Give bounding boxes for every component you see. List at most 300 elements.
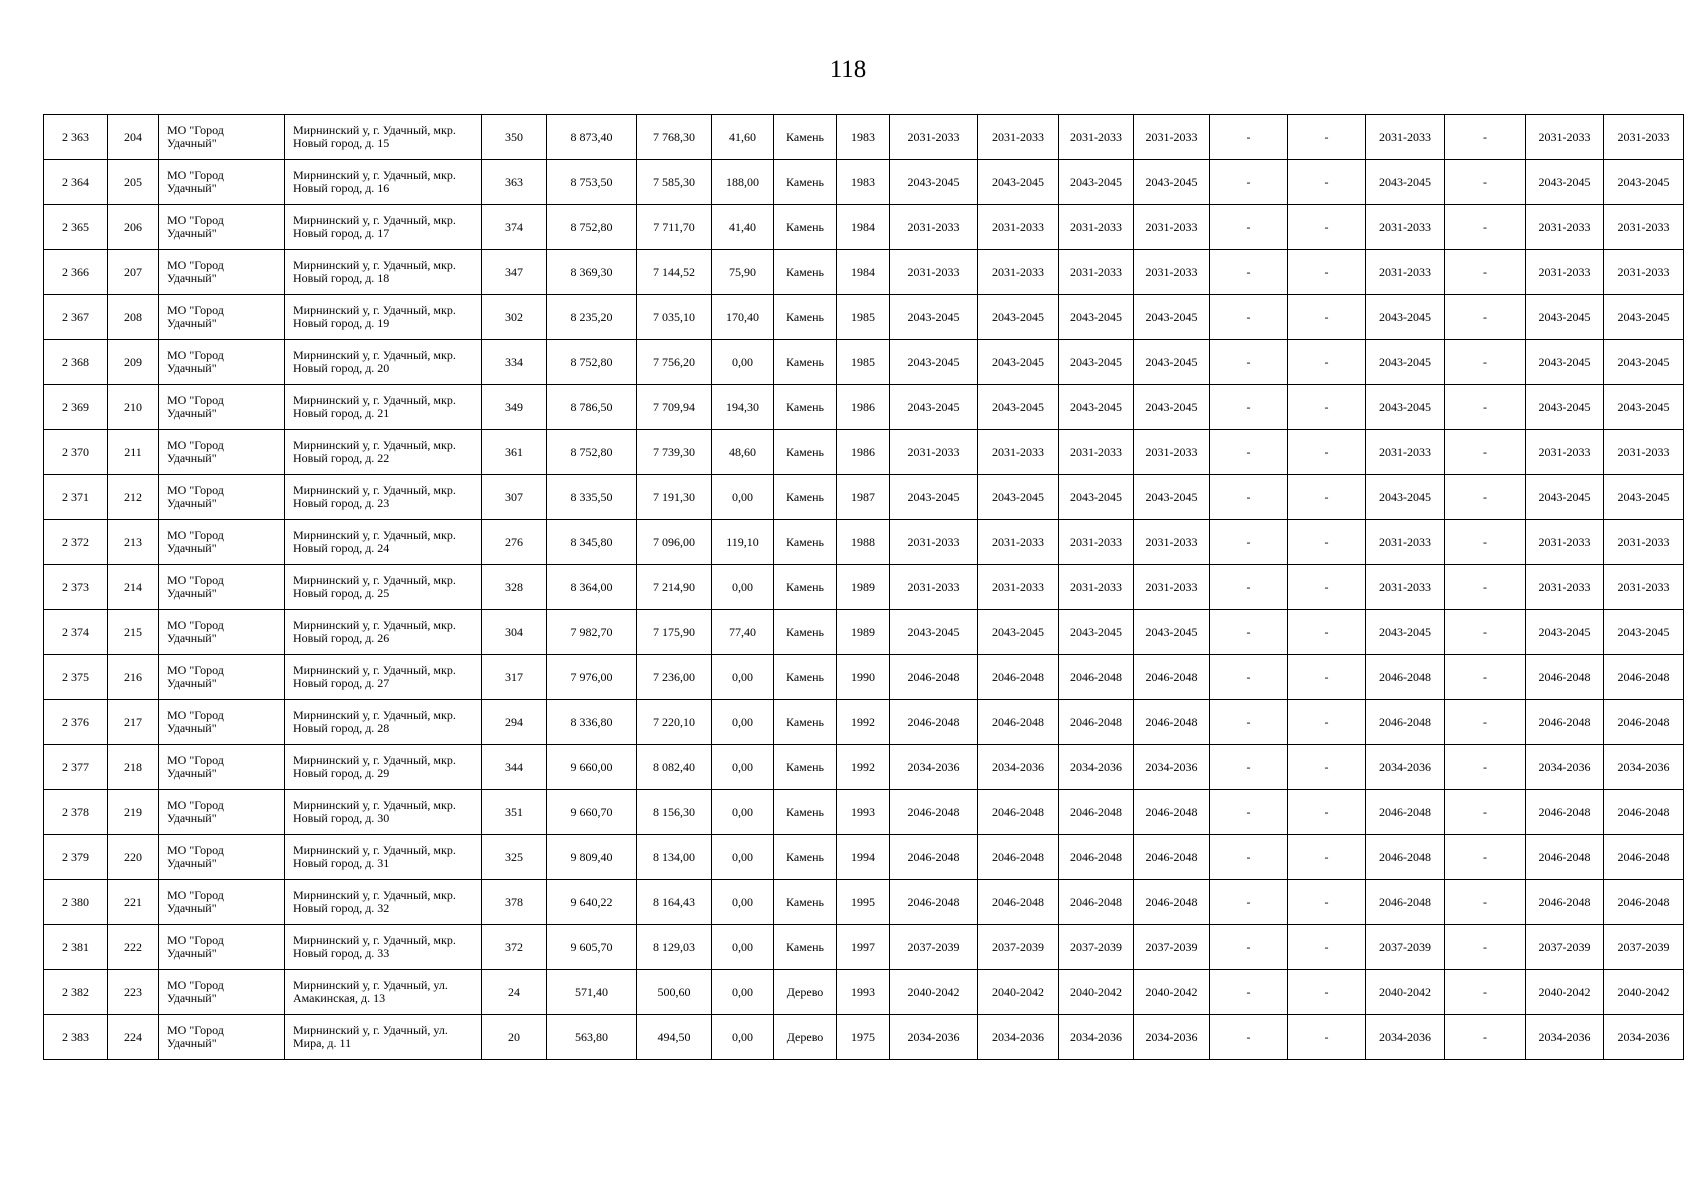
period-cell: 2031-2033 [1134, 205, 1210, 250]
period-cell: 2046-2048 [890, 880, 978, 925]
dash-cell: - [1210, 520, 1288, 565]
build-year-cell: 1985 [837, 340, 890, 385]
period-cell: 2046-2048 [1604, 655, 1684, 700]
dash-cell: - [1288, 475, 1366, 520]
period-cell: 2031-2033 [890, 430, 978, 475]
dash-cell: - [1445, 205, 1526, 250]
build-year-cell: 1985 [837, 295, 890, 340]
residents-cell: 350 [482, 115, 547, 160]
build-year-cell: 1989 [837, 565, 890, 610]
address-cell: Мирнинский у, г. Удачный, мкр. Новый город, д. 18 [285, 250, 482, 295]
residents-cell: 307 [482, 475, 547, 520]
table-row [44, 790, 1684, 835]
period-cell: 2043-2045 [1059, 475, 1134, 520]
nonresidential-area-cell: 0,00 [712, 925, 774, 970]
wall-material-cell: Камень [774, 430, 837, 475]
period-cell: 2031-2033 [1366, 205, 1445, 250]
period-cell: 2037-2039 [1604, 925, 1684, 970]
period-cell: 2034-2036 [890, 1015, 978, 1060]
wall-material-cell: Камень [774, 700, 837, 745]
total-area-cell: 9 605,70 [547, 925, 637, 970]
residents-cell: 363 [482, 160, 547, 205]
period-cell: 2037-2039 [1134, 925, 1210, 970]
period-cell: 2043-2045 [1059, 610, 1134, 655]
residents-cell: 276 [482, 520, 547, 565]
period-cell: 2046-2048 [978, 655, 1059, 700]
period-cell: 2031-2033 [1526, 115, 1604, 160]
total-area-cell: 7 976,00 [547, 655, 637, 700]
table-row [44, 925, 1684, 970]
table-row [44, 835, 1684, 880]
nonresidential-area-cell: 0,00 [712, 835, 774, 880]
dash-cell: - [1210, 835, 1288, 880]
living-area-cell: 7 585,30 [637, 160, 712, 205]
address-cell: Мирнинский у, г. Удачный, ул. Амакинская, д. 13 [285, 970, 482, 1015]
municipality-cell: МО "Город Удачный" [159, 610, 285, 655]
municipality-cell: МО "Город Удачный" [159, 925, 285, 970]
living-area-cell: 8 156,30 [637, 790, 712, 835]
row-number-cell: 2 372 [44, 520, 108, 565]
dash-cell: - [1445, 115, 1526, 160]
table-row [44, 160, 1684, 205]
period-cell: 2046-2048 [1604, 790, 1684, 835]
period-cell: 2046-2048 [978, 880, 1059, 925]
item-number-cell: 217 [108, 700, 159, 745]
period-cell: 2034-2036 [1526, 745, 1604, 790]
dash-cell: - [1445, 160, 1526, 205]
residents-cell: 294 [482, 700, 547, 745]
municipality-cell: МО "Город Удачный" [159, 115, 285, 160]
row-number-cell: 2 374 [44, 610, 108, 655]
residents-cell: 372 [482, 925, 547, 970]
dash-cell: - [1445, 745, 1526, 790]
item-number-cell: 212 [108, 475, 159, 520]
address-cell: Мирнинский у, г. Удачный, ул. Мира, д. 11 [285, 1015, 482, 1060]
dash-cell: - [1445, 655, 1526, 700]
municipality-cell: МО "Город Удачный" [159, 475, 285, 520]
wall-material-cell: Камень [774, 880, 837, 925]
item-number-cell: 215 [108, 610, 159, 655]
period-cell: 2043-2045 [1134, 160, 1210, 205]
period-cell: 2043-2045 [1604, 295, 1684, 340]
residents-cell: 351 [482, 790, 547, 835]
dash-cell: - [1445, 700, 1526, 745]
wall-material-cell: Камень [774, 835, 837, 880]
municipality-cell: МО "Город Удачный" [159, 745, 285, 790]
period-cell: 2043-2045 [1604, 475, 1684, 520]
period-cell: 2046-2048 [1059, 835, 1134, 880]
total-area-cell: 7 982,70 [547, 610, 637, 655]
period-cell: 2043-2045 [1134, 385, 1210, 430]
period-cell: 2034-2036 [1059, 745, 1134, 790]
living-area-cell: 8 082,40 [637, 745, 712, 790]
period-cell: 2043-2045 [1366, 160, 1445, 205]
dash-cell: - [1445, 790, 1526, 835]
build-year-cell: 1992 [837, 700, 890, 745]
period-cell: 2043-2045 [1366, 340, 1445, 385]
dash-cell: - [1288, 160, 1366, 205]
dash-cell: - [1210, 205, 1288, 250]
period-cell: 2040-2042 [890, 970, 978, 1015]
municipality-cell: МО "Город Удачный" [159, 970, 285, 1015]
dash-cell: - [1445, 1015, 1526, 1060]
period-cell: 2043-2045 [1366, 295, 1445, 340]
period-cell: 2034-2036 [978, 1015, 1059, 1060]
period-cell: 2046-2048 [1059, 655, 1134, 700]
build-year-cell: 1992 [837, 745, 890, 790]
municipality-cell: МО "Город Удачный" [159, 295, 285, 340]
municipality-cell: МО "Город Удачный" [159, 385, 285, 430]
nonresidential-area-cell: 48,60 [712, 430, 774, 475]
period-cell: 2034-2036 [1604, 1015, 1684, 1060]
living-area-cell: 7 739,30 [637, 430, 712, 475]
address-cell: Мирнинский у, г. Удачный, мкр. Новый город, д. 24 [285, 520, 482, 565]
period-cell: 2031-2033 [1366, 430, 1445, 475]
period-cell: 2043-2045 [978, 160, 1059, 205]
item-number-cell: 218 [108, 745, 159, 790]
dash-cell: - [1288, 115, 1366, 160]
address-cell: Мирнинский у, г. Удачный, мкр. Новый город, д. 28 [285, 700, 482, 745]
build-year-cell: 1990 [837, 655, 890, 700]
table-row [44, 250, 1684, 295]
row-number-cell: 2 379 [44, 835, 108, 880]
period-cell: 2037-2039 [890, 925, 978, 970]
period-cell: 2046-2048 [978, 835, 1059, 880]
address-cell: Мирнинский у, г. Удачный, мкр. Новый город, д. 17 [285, 205, 482, 250]
period-cell: 2046-2048 [1134, 880, 1210, 925]
wall-material-cell: Камень [774, 790, 837, 835]
dash-cell: - [1445, 880, 1526, 925]
period-cell: 2043-2045 [1134, 610, 1210, 655]
period-cell: 2046-2048 [1604, 835, 1684, 880]
nonresidential-area-cell: 0,00 [712, 565, 774, 610]
row-number-cell: 2 363 [44, 115, 108, 160]
residents-cell: 349 [482, 385, 547, 430]
dash-cell: - [1288, 610, 1366, 655]
period-cell: 2046-2048 [890, 655, 978, 700]
period-cell: 2034-2036 [1134, 1015, 1210, 1060]
item-number-cell: 222 [108, 925, 159, 970]
period-cell: 2046-2048 [890, 790, 978, 835]
wall-material-cell: Камень [774, 385, 837, 430]
period-cell: 2046-2048 [1526, 790, 1604, 835]
item-number-cell: 204 [108, 115, 159, 160]
item-number-cell: 208 [108, 295, 159, 340]
address-cell: Мирнинский у, г. Удачный, мкр. Новый город, д. 20 [285, 340, 482, 385]
address-cell: Мирнинский у, г. Удачный, мкр. Новый город, д. 16 [285, 160, 482, 205]
residents-cell: 325 [482, 835, 547, 880]
dash-cell: - [1210, 385, 1288, 430]
period-cell: 2034-2036 [1604, 745, 1684, 790]
municipality-cell: МО "Город Удачный" [159, 1015, 285, 1060]
wall-material-cell: Камень [774, 520, 837, 565]
period-cell: 2046-2048 [978, 700, 1059, 745]
period-cell: 2037-2039 [1059, 925, 1134, 970]
period-cell: 2046-2048 [1059, 790, 1134, 835]
period-cell: 2031-2033 [1604, 115, 1684, 160]
residents-cell: 24 [482, 970, 547, 1015]
period-cell: 2034-2036 [1059, 1015, 1134, 1060]
period-cell: 2031-2033 [1059, 565, 1134, 610]
dash-cell: - [1288, 790, 1366, 835]
living-area-cell: 7 144,52 [637, 250, 712, 295]
dash-cell: - [1445, 610, 1526, 655]
living-area-cell: 8 164,43 [637, 880, 712, 925]
address-cell: Мирнинский у, г. Удачный, мкр. Новый город, д. 26 [285, 610, 482, 655]
living-area-cell: 7 709,94 [637, 385, 712, 430]
municipality-cell: МО "Город Удачный" [159, 520, 285, 565]
period-cell: 2031-2033 [1526, 430, 1604, 475]
dash-cell: - [1210, 1015, 1288, 1060]
period-cell: 2040-2042 [1059, 970, 1134, 1015]
period-cell: 2043-2045 [1526, 160, 1604, 205]
dash-cell: - [1210, 925, 1288, 970]
period-cell: 2034-2036 [890, 745, 978, 790]
item-number-cell: 216 [108, 655, 159, 700]
dash-cell: - [1210, 745, 1288, 790]
dash-cell: - [1210, 880, 1288, 925]
dash-cell: - [1210, 295, 1288, 340]
dash-cell: - [1210, 340, 1288, 385]
dash-cell: - [1288, 385, 1366, 430]
municipality-cell: МО "Город Удачный" [159, 205, 285, 250]
table-row [44, 475, 1684, 520]
period-cell: 2037-2039 [1526, 925, 1604, 970]
period-cell: 2034-2036 [1134, 745, 1210, 790]
period-cell: 2043-2045 [1059, 340, 1134, 385]
wall-material-cell: Камень [774, 160, 837, 205]
dash-cell: - [1210, 970, 1288, 1015]
build-year-cell: 1984 [837, 250, 890, 295]
total-area-cell: 8 369,30 [547, 250, 637, 295]
dash-cell: - [1288, 655, 1366, 700]
row-number-cell: 2 380 [44, 880, 108, 925]
item-number-cell: 207 [108, 250, 159, 295]
period-cell: 2031-2033 [978, 565, 1059, 610]
table-row [44, 385, 1684, 430]
total-area-cell: 8 752,80 [547, 430, 637, 475]
build-year-cell: 1993 [837, 970, 890, 1015]
period-cell: 2043-2045 [1366, 610, 1445, 655]
table-row [44, 655, 1684, 700]
build-year-cell: 1975 [837, 1015, 890, 1060]
dash-cell: - [1288, 700, 1366, 745]
period-cell: 2046-2048 [1366, 790, 1445, 835]
period-cell: 2031-2033 [1526, 520, 1604, 565]
dash-cell: - [1288, 250, 1366, 295]
total-area-cell: 8 335,50 [547, 475, 637, 520]
dash-cell: - [1288, 880, 1366, 925]
residents-cell: 304 [482, 610, 547, 655]
build-year-cell: 1997 [837, 925, 890, 970]
municipality-cell: МО "Город Удачный" [159, 430, 285, 475]
living-area-cell: 7 175,90 [637, 610, 712, 655]
wall-material-cell: Камень [774, 655, 837, 700]
living-area-cell: 7 214,90 [637, 565, 712, 610]
wall-material-cell: Камень [774, 340, 837, 385]
period-cell: 2031-2033 [1134, 520, 1210, 565]
item-number-cell: 221 [108, 880, 159, 925]
period-cell: 2043-2045 [1526, 475, 1604, 520]
nonresidential-area-cell: 41,60 [712, 115, 774, 160]
total-area-cell: 563,80 [547, 1015, 637, 1060]
period-cell: 2046-2048 [890, 835, 978, 880]
period-cell: 2046-2048 [1134, 790, 1210, 835]
period-cell: 2031-2033 [1604, 565, 1684, 610]
living-area-cell: 500,60 [637, 970, 712, 1015]
period-cell: 2031-2033 [1526, 250, 1604, 295]
dash-cell: - [1210, 790, 1288, 835]
total-area-cell: 8 786,50 [547, 385, 637, 430]
period-cell: 2043-2045 [1366, 475, 1445, 520]
period-cell: 2034-2036 [978, 745, 1059, 790]
dash-cell: - [1445, 430, 1526, 475]
table-body [44, 115, 1684, 1060]
period-cell: 2043-2045 [978, 295, 1059, 340]
residents-cell: 302 [482, 295, 547, 340]
wall-material-cell: Камень [774, 745, 837, 790]
period-cell: 2043-2045 [1134, 295, 1210, 340]
period-cell: 2031-2033 [1366, 520, 1445, 565]
period-cell: 2043-2045 [1526, 610, 1604, 655]
period-cell: 2043-2045 [1526, 385, 1604, 430]
period-cell: 2043-2045 [1366, 385, 1445, 430]
row-number-cell: 2 371 [44, 475, 108, 520]
table-row [44, 115, 1684, 160]
living-area-cell: 7 035,10 [637, 295, 712, 340]
address-cell: Мирнинский у, г. Удачный, мкр. Новый город, д. 15 [285, 115, 482, 160]
living-area-cell: 494,50 [637, 1015, 712, 1060]
item-number-cell: 213 [108, 520, 159, 565]
period-cell: 2043-2045 [890, 295, 978, 340]
municipality-cell: МО "Город Удачный" [159, 250, 285, 295]
living-area-cell: 7 711,70 [637, 205, 712, 250]
period-cell: 2037-2039 [1366, 925, 1445, 970]
period-cell: 2046-2048 [978, 790, 1059, 835]
total-area-cell: 9 640,22 [547, 880, 637, 925]
table-row [44, 295, 1684, 340]
build-year-cell: 1986 [837, 385, 890, 430]
table-row [44, 340, 1684, 385]
address-cell: Мирнинский у, г. Удачный, мкр. Новый город, д. 19 [285, 295, 482, 340]
nonresidential-area-cell: 77,40 [712, 610, 774, 655]
period-cell: 2040-2042 [1604, 970, 1684, 1015]
period-cell: 2031-2033 [890, 565, 978, 610]
period-cell: 2043-2045 [1059, 295, 1134, 340]
period-cell: 2034-2036 [1526, 1015, 1604, 1060]
address-cell: Мирнинский у, г. Удачный, мкр. Новый город, д. 22 [285, 430, 482, 475]
table-row [44, 745, 1684, 790]
build-year-cell: 1988 [837, 520, 890, 565]
dash-cell: - [1210, 475, 1288, 520]
table-row [44, 610, 1684, 655]
wall-material-cell: Дерево [774, 1015, 837, 1060]
wall-material-cell: Камень [774, 925, 837, 970]
nonresidential-area-cell: 0,00 [712, 475, 774, 520]
period-cell: 2040-2042 [1366, 970, 1445, 1015]
row-number-cell: 2 369 [44, 385, 108, 430]
period-cell: 2031-2033 [1604, 520, 1684, 565]
period-cell: 2031-2033 [978, 520, 1059, 565]
period-cell: 2043-2045 [978, 385, 1059, 430]
wall-material-cell: Дерево [774, 970, 837, 1015]
build-year-cell: 1995 [837, 880, 890, 925]
total-area-cell: 8 336,80 [547, 700, 637, 745]
period-cell: 2031-2033 [1134, 115, 1210, 160]
wall-material-cell: Камень [774, 250, 837, 295]
dash-cell: - [1445, 520, 1526, 565]
dash-cell: - [1210, 430, 1288, 475]
living-area-cell: 7 236,00 [637, 655, 712, 700]
period-cell: 2040-2042 [978, 970, 1059, 1015]
municipality-cell: МО "Город Удачный" [159, 790, 285, 835]
residents-cell: 20 [482, 1015, 547, 1060]
build-year-cell: 1989 [837, 610, 890, 655]
period-cell: 2031-2033 [1059, 430, 1134, 475]
dash-cell: - [1445, 970, 1526, 1015]
dash-cell: - [1445, 385, 1526, 430]
period-cell: 2034-2036 [1366, 745, 1445, 790]
address-cell: Мирнинский у, г. Удачный, мкр. Новый город, д. 27 [285, 655, 482, 700]
total-area-cell: 8 345,80 [547, 520, 637, 565]
period-cell: 2046-2048 [1134, 655, 1210, 700]
address-cell: Мирнинский у, г. Удачный, мкр. Новый город, д. 23 [285, 475, 482, 520]
period-cell: 2043-2045 [890, 610, 978, 655]
period-cell: 2031-2033 [890, 115, 978, 160]
nonresidential-area-cell: 0,00 [712, 745, 774, 790]
item-number-cell: 205 [108, 160, 159, 205]
dash-cell: - [1288, 520, 1366, 565]
nonresidential-area-cell: 0,00 [712, 340, 774, 385]
dash-cell: - [1288, 340, 1366, 385]
residents-cell: 374 [482, 205, 547, 250]
period-cell: 2043-2045 [1134, 475, 1210, 520]
wall-material-cell: Камень [774, 205, 837, 250]
total-area-cell: 8 752,80 [547, 340, 637, 385]
residents-cell: 361 [482, 430, 547, 475]
period-cell: 2031-2033 [1604, 250, 1684, 295]
dash-cell: - [1288, 925, 1366, 970]
row-number-cell: 2 375 [44, 655, 108, 700]
total-area-cell: 9 809,40 [547, 835, 637, 880]
nonresidential-area-cell: 0,00 [712, 970, 774, 1015]
period-cell: 2031-2033 [1059, 520, 1134, 565]
residents-cell: 334 [482, 340, 547, 385]
item-number-cell: 214 [108, 565, 159, 610]
period-cell: 2043-2045 [1526, 295, 1604, 340]
row-number-cell: 2 364 [44, 160, 108, 205]
dash-cell: - [1210, 115, 1288, 160]
address-cell: Мирнинский у, г. Удачный, мкр. Новый город, д. 21 [285, 385, 482, 430]
item-number-cell: 210 [108, 385, 159, 430]
build-year-cell: 1987 [837, 475, 890, 520]
nonresidential-area-cell: 170,40 [712, 295, 774, 340]
period-cell: 2046-2048 [1059, 880, 1134, 925]
table-row [44, 565, 1684, 610]
nonresidential-area-cell: 0,00 [712, 790, 774, 835]
total-area-cell: 8 364,00 [547, 565, 637, 610]
dash-cell: - [1288, 745, 1366, 790]
period-cell: 2031-2033 [1134, 430, 1210, 475]
period-cell: 2043-2045 [978, 475, 1059, 520]
nonresidential-area-cell: 188,00 [712, 160, 774, 205]
period-cell: 2043-2045 [978, 340, 1059, 385]
dash-cell: - [1288, 835, 1366, 880]
wall-material-cell: Камень [774, 475, 837, 520]
build-year-cell: 1993 [837, 790, 890, 835]
table-row [44, 970, 1684, 1015]
period-cell: 2043-2045 [1604, 160, 1684, 205]
